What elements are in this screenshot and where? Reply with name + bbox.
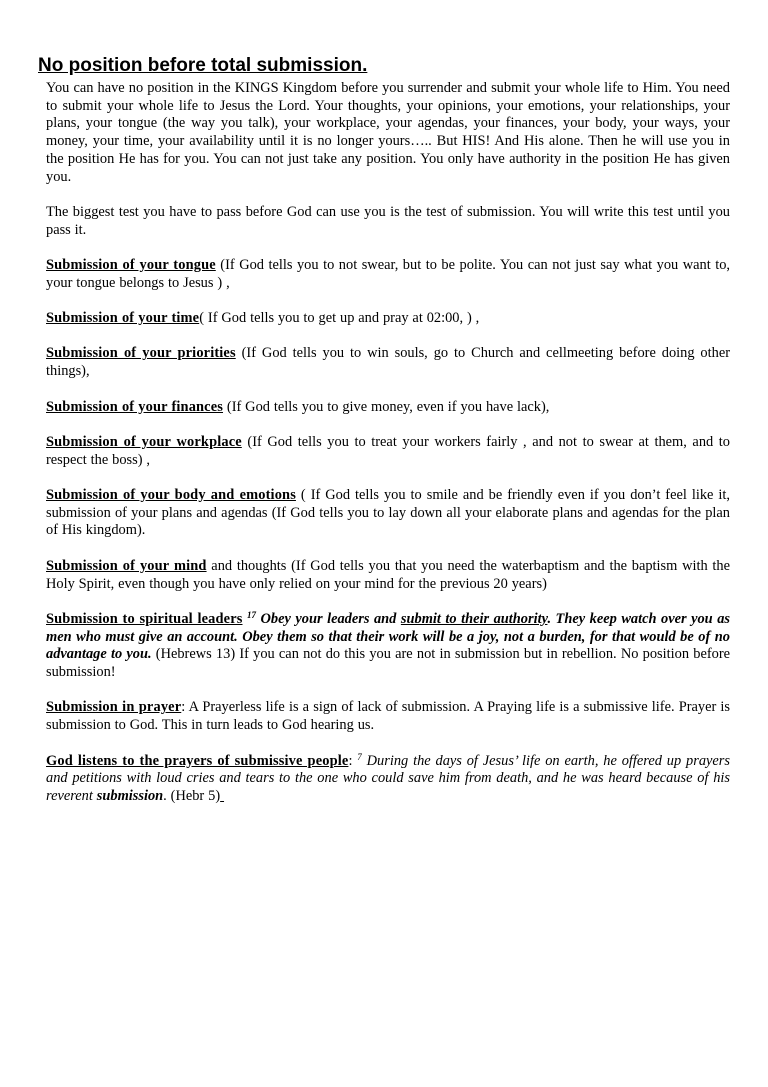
test-paragraph: The biggest test you have to pass before God can use you is the test of submission. You will write this test until you pass it. [46, 203, 730, 238]
prayer-heading: Submission in prayer [46, 699, 182, 716]
priorities-heading: Submission of your priorities [46, 345, 236, 362]
tongue-heading: Submission of your tongue [46, 257, 216, 273]
page-title: No position before total submission. [38, 55, 368, 76]
workplace-heading: Submission of your workplace [46, 433, 242, 450]
workplace-paragraph [46, 434, 730, 469]
listens-heading: God listens to the prayers of submissive people [46, 752, 349, 769]
mind-heading: Submission of your mind [46, 557, 207, 574]
mind-text: and thoughts (If God tells you that you need the waterbaptism and the baptism with the Holy Spirit, even though you have only relied on your mind for the previous 20 years) [46, 557, 730, 592]
listens-colon: : [348, 752, 358, 769]
leaders-text: (Hebrews 13) If you can not do this you are not in submission but in rebellion. No position before submission! [46, 646, 730, 681]
finances-paragraph [46, 399, 730, 417]
listens-paragraph [46, 753, 730, 806]
tongue-paragraph [46, 257, 730, 292]
finances-heading: Submission of your finances [46, 398, 224, 415]
leaders-quote-b: . They keep watch over you as men who must give an account. Obey them so that their work will be a joy, not a burden, for that would be of no advantage to you. [46, 610, 730, 663]
prayer-paragraph [46, 699, 730, 734]
listens-quote-bold: submission [96, 787, 164, 804]
priorities-paragraph [46, 345, 730, 380]
time-text: ( If God tells you to get up and pray at 02:00, ) , [199, 310, 480, 327]
leaders-paragraph [46, 611, 730, 682]
trailing-underline-mark [220, 788, 224, 804]
time-heading: Submission of your time [46, 310, 200, 327]
document-body [46, 80, 730, 823]
intro-paragraph: You can have no position in the KINGS Kingdom before you surrender and submit your whole life to Him. You need to submit your whole life to Jesus the Lord. Your thoughts, your opinions, your emotions, your relationships, your plans, your tongue (the way you talk), your workplace, your agendas, your finances, your body, your ways, your money, your time, your availability until it is no longer yours….. But HIS! And His alone. Then he will use you in the position He has for you. You can not just take any position. You only have authority in the position He has given you. [46, 80, 730, 185]
body-emotions-heading: Submission of your body and emotions [46, 487, 296, 504]
finances-text: (If God tells you to give money, even if you have lack), [223, 398, 550, 415]
time-paragraph [46, 310, 730, 328]
tongue-text: (If God tells you to not swear, but to be polite. You can not just say what you want to, your tongue belongs to Jesus ) , [46, 257, 731, 291]
body-emotions-text: ( If God tells you to smile and be friendly even if you don’t feel like it, submission of your plans and agendas (If God tells you to lay down all your elaborate plans and agendas for the plan of His kingdom). [46, 487, 730, 539]
leaders-quote-underlined: submit to their authority [400, 610, 548, 627]
leaders-verse-number: 17 [247, 609, 257, 620]
leaders-quote-a: Obey your leaders and [256, 610, 401, 627]
prayer-text: : A Prayerless life is a sign of lack of submission. A Praying life is a submissive life. Prayer is submission to God. This in turn leads to God hearing us. [46, 699, 731, 734]
listens-verse-number: 7 [357, 751, 362, 762]
workplace-text: (If God tells you to treat your workers fairly , and not to swear at them, and to respect the boss) , [46, 433, 730, 468]
mind-paragraph [46, 558, 730, 593]
body-emotions-paragraph [46, 487, 730, 540]
listens-end: . (Hebr 5) [163, 787, 221, 804]
priorities-text: (If God tells you to win souls, go to Church and cellmeeting before doing other things), [46, 345, 730, 380]
listens-quote: During the days of Jesus’ life on earth, he offered up prayers and petitions with loud cries and tears to the one who could save him from death, and he was heard because of his reverent [46, 752, 730, 804]
leaders-heading: Submission to spiritual leaders [46, 610, 243, 627]
